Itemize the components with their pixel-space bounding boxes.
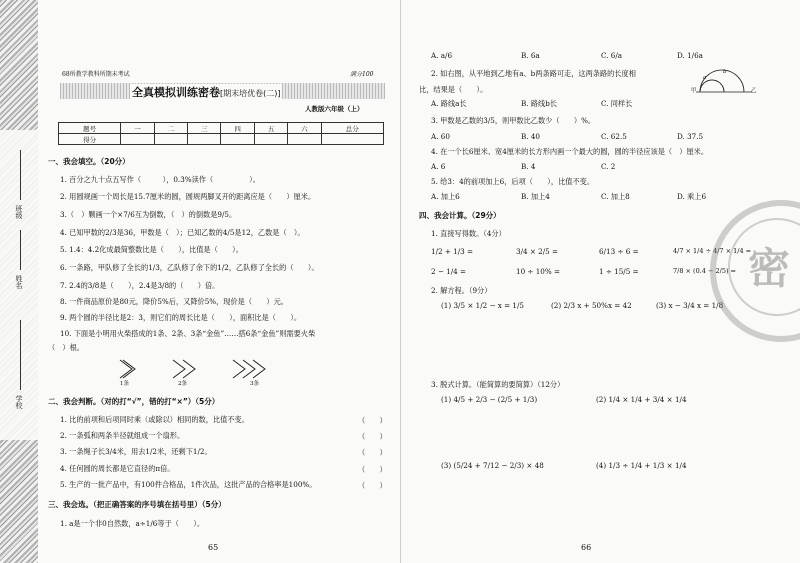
seal-character: 密	[748, 244, 791, 293]
diagram-label: 甲	[691, 88, 697, 94]
route-a-small	[700, 80, 724, 92]
question: 2. 如右图，从平地到乙地有a、b两条路可走，这两条路的长度相	[431, 69, 636, 78]
match-stick	[173, 360, 185, 378]
question: 5. 生产的一批产品中，有100件合格品，1件次品，这批产品的合格率是100%。	[60, 480, 317, 489]
section-heading: 二、我会判断。（对的打“√”，错的打“×”）（5分）	[48, 397, 220, 406]
subheading: 1. 直接写得数。（4分）	[431, 229, 506, 238]
direct-calc: 1 ÷ 15/5 =	[599, 267, 639, 276]
match-stick	[233, 360, 245, 378]
question: 8. 一件商品原价是80元，降价5%后，又降价5%，现价是（ ）元。	[60, 297, 288, 306]
expression: (1) 4/5 + 2/3 − (2/5 + 1/3)	[441, 395, 538, 404]
option: A. 60	[431, 132, 450, 141]
question: 比，结果是（ ）。	[419, 85, 488, 94]
question: 5. 给3：4的前项加上6，后项（ ），比值不变。	[431, 177, 595, 186]
section-heading: 一、我会填空。（20分）	[48, 157, 130, 166]
option: A. 6	[431, 162, 446, 171]
question: 3. 甲数是乙数的3/5，则甲数比乙数少（ ）%。	[431, 116, 596, 125]
option: B. 4	[521, 162, 536, 171]
question: 3. 一条绳子长3/4米，用去1/2米，还剩下1/2。	[60, 447, 212, 456]
option: D. 乘上6	[677, 192, 707, 201]
answer-paren[interactable]: （ ）	[358, 416, 387, 425]
equation: (1) 3/5 × 1/2 − x = 1/5	[441, 301, 524, 310]
option: C. 2	[601, 162, 616, 171]
question: 3.（ ）颗画一个×7/6互为倒数，（ ）的倒数是9/5。	[60, 210, 237, 219]
question: 4. 在一个长6厘米、宽4厘米的长方形内画一个最大的圆，圆的半径应该是（ ）厘米。	[431, 147, 709, 156]
direct-calc: 7/8 × (0.4 − 2/5) =	[673, 267, 737, 275]
option: C. 加上8	[601, 192, 630, 201]
subheading: 3. 脱式计算。（能简算的要简算）（12分）	[431, 380, 565, 389]
question: 6. 一条路，甲队修了全长的1/3，乙队修了余下的1/2，乙队修了全长的（ ）。	[60, 263, 319, 272]
route-a-small	[700, 80, 724, 92]
option: D. 37.5	[677, 132, 704, 141]
option: B. 路线b长	[521, 99, 558, 108]
option: B. 加上4	[521, 192, 550, 201]
answer-paren[interactable]: （ ）	[358, 432, 387, 441]
page-number: 65	[208, 543, 219, 552]
fish-label: 1条	[120, 381, 129, 387]
option: A. a/6	[431, 51, 453, 60]
section-heading: 四、我会计算。（29分）	[419, 211, 501, 220]
binding-line	[20, 150, 21, 200]
question: 10. 下面是小明用火柴搭成的1条、2条、3条“金鱼”……搭6条“金鱼”则需要火柴	[60, 329, 316, 338]
question: （ ）根。	[48, 343, 84, 352]
page-title: 全真模拟训练密卷[期末培优卷(二)]	[132, 86, 281, 99]
binding-label-class: 班级	[15, 205, 23, 219]
equation: (3) x − 3/4 x = 1/8	[656, 301, 724, 310]
diagram-label: 乙	[751, 88, 757, 94]
expression: (3) (5/24 + 7/12 − 2/3) × 48	[441, 461, 544, 470]
direct-calc: 6/13 ÷ 6 =	[599, 247, 639, 256]
binding-line	[20, 230, 21, 270]
question: 7. 2.4的3/8是（ ），2.4是3/8的（ ）倍。	[60, 281, 220, 290]
option: A. 路线a长	[431, 99, 467, 108]
direct-calc: 3/4 × 2/5 =	[516, 247, 559, 256]
direct-calc: 2 − 1/4 =	[431, 267, 467, 276]
match-fish-figure	[118, 358, 308, 380]
equation: (2) 2/3 x + 50%x = 42	[551, 301, 632, 310]
option: C. 62.5	[601, 132, 627, 141]
series-label: 68所教学教科所期末考试	[62, 71, 130, 78]
score-table-header: 题号 一 二 三 四 五 六 总分	[59, 123, 384, 134]
option: A. 加上6	[431, 192, 460, 201]
binding-line	[20, 320, 21, 390]
direct-calc: 1/2 + 1/3 =	[431, 247, 474, 256]
binding-label-name: 姓名	[15, 275, 23, 289]
direct-calc: 10 ÷ 10% =	[516, 267, 561, 276]
diagram-label: b	[723, 69, 727, 75]
answer-paren[interactable]: （ ）	[358, 465, 387, 474]
fish-label: 3条	[250, 381, 259, 387]
page-number: 66	[581, 543, 592, 552]
question: 1. a是一个非0自然数，a÷1/6等于（ ）。	[60, 519, 205, 528]
match-stick	[123, 360, 135, 378]
full-marks: 满分100	[350, 71, 374, 78]
question: 4. 任何圆的周长都是它直径的π倍。	[60, 464, 175, 473]
score-table-row: 得分	[59, 134, 384, 145]
subheading: 2. 解方程。（9分）	[431, 286, 492, 295]
expression: (4) 1/3 ÷ 1/4 + 1/3 × 1/4	[596, 461, 687, 470]
question: 1. 百分之九十点五写作（ ），0.3%读作（ ）。	[60, 175, 260, 184]
direct-calc: 4/7 × 1/4 ÷ 4/7 × 1/4 =	[673, 247, 752, 255]
option: C. 6/a	[601, 51, 623, 60]
option: B. 40	[521, 132, 540, 141]
option: C. 同样长	[601, 99, 633, 108]
expression: (2) 1/4 × 1/4 + 3/4 × 1/4	[596, 395, 687, 404]
question: 9. 两个圆的半径比是2：3，则它们的周长比是（ ），面积比是（ ）。	[60, 313, 302, 322]
answer-paren[interactable]: （ ）	[358, 481, 387, 490]
score-table	[58, 122, 384, 145]
option: B. 6a	[521, 51, 540, 60]
question: 5. 1.4：4.2化成最简整数比是（ ），比值是（ ）。	[60, 245, 243, 254]
diagram-label: a	[703, 75, 707, 81]
option: D. 1/6a	[677, 51, 703, 60]
question: 2. 用圆规画一个周长是15.7厘米的圆，圆规两脚叉开的距离应是（ ）厘米。	[60, 192, 316, 201]
question: 4. 已知甲数的2/3是36，甲数是（ ）；已知乙数的4/5是12，乙数是（ ）。	[60, 228, 305, 237]
edition-label: 人教版六年级（上）	[305, 105, 364, 113]
answer-paren[interactable]: （ ）	[358, 448, 387, 457]
fish-label: 2条	[178, 381, 187, 387]
question: 1. 比的前项和后项同时乘（或除以）相同的数，比值不变。	[60, 415, 249, 424]
question: 2. 一条弧和两条半径就组成一个扇形。	[60, 431, 185, 440]
binding-label-school: 学校	[15, 395, 23, 409]
section-heading: 三、我会选。（把正确答案的序号填在括号里）（5分）	[48, 500, 226, 509]
